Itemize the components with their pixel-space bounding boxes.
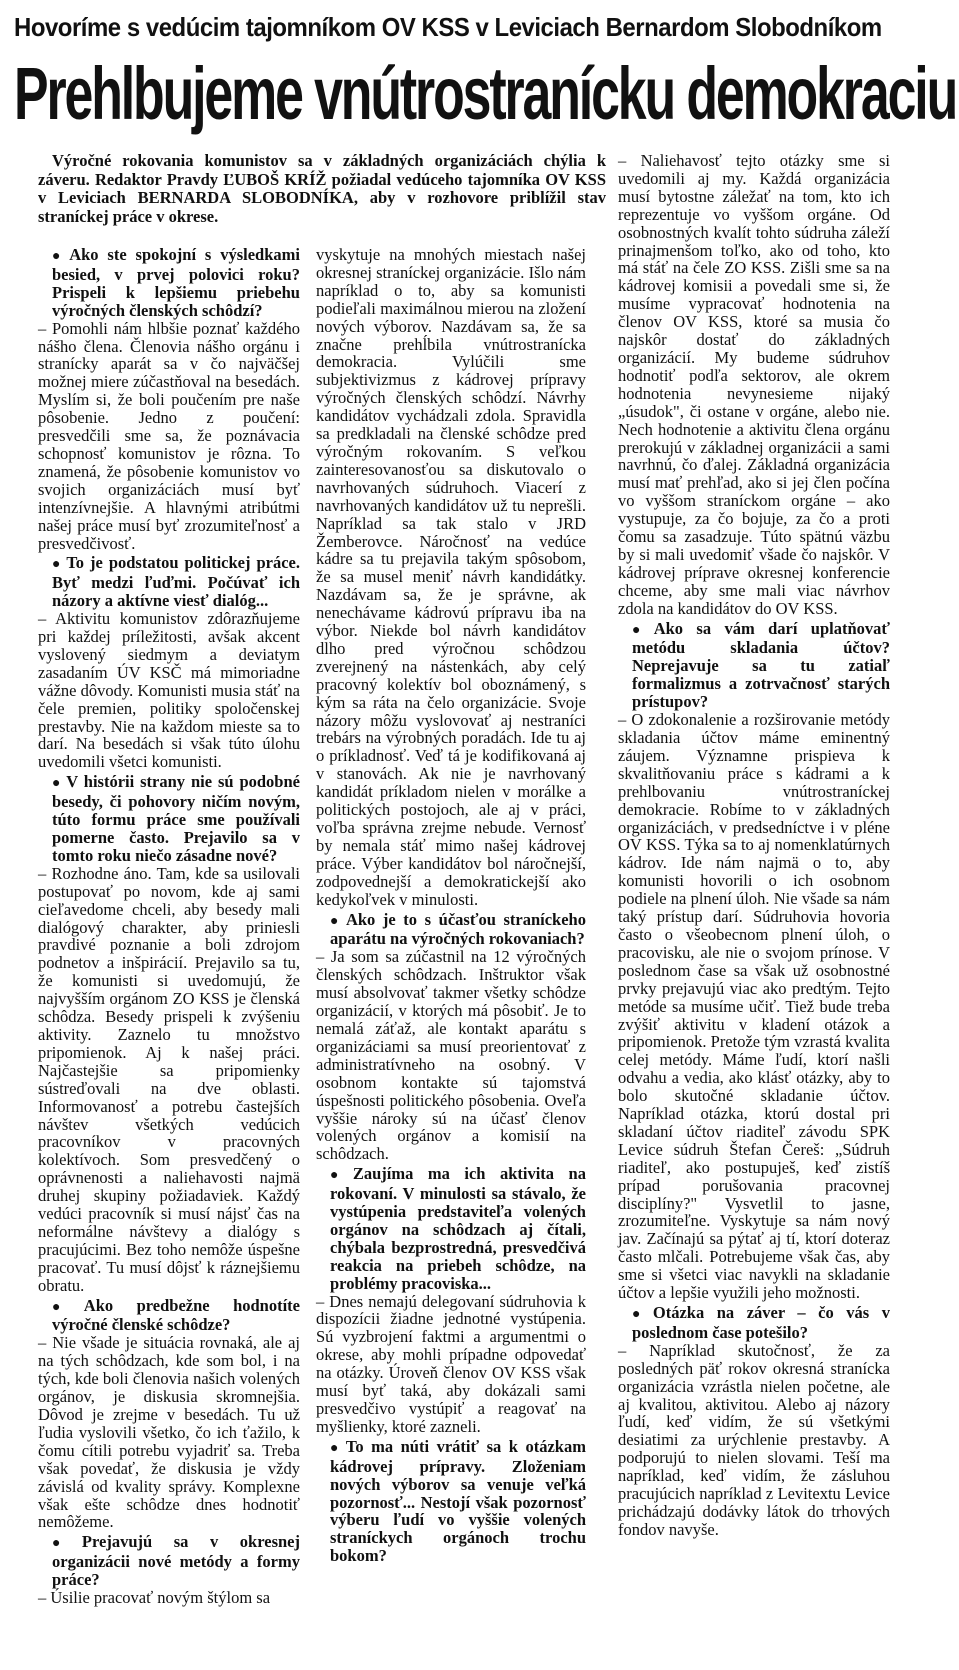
bullet-icon: ● [52, 1299, 80, 1315]
bullet-icon: ● [52, 1536, 78, 1552]
answer-text: – Dnes nemajú delegovaní súdruhovia k dispozícii žiadne jednotné vystúpenia. Sú vyzbrojení faktmi a argumentmi o okrese, aby mohli prípadne odpovedať na otázky. Úroveň členov OV KSS však musí byť taká, aby dokázali sami presvedčivo vystúpiť a reagovať na myšlienky, ktoré zazneli. [316, 1291, 586, 1436]
interview-answer [316, 246, 586, 909]
interview-answer [618, 1342, 890, 1539]
question-text: Ako ste spokojní s výsledkami besied, v prvej polovici roku? Prispeli k lepšiemu priebehu výročných členských schôdzí? [52, 245, 300, 320]
interview-answer [38, 865, 300, 1295]
question-text: V histórii strany nie sú podobné besedy, či pohovory ničím novým, túto formu práce sme používali pomerne často. Prejavilo sa v tomto roku niečo zásadne nové? [52, 772, 300, 865]
answer-text: – O zdokonalenie a rozširovanie metódy skladania účtov máme eminentný záujem. Významne prispieva k skvalitňovaniu práce s kádrami a k prehlbovaniu vnútrostraníckej demokracie. Robíme to v základných organizáciách, v predsedníctve i v pléne OV KSS. Týka sa to aj nomenklatúrnych kádrov. Ide nám najmä o to, aby komunisti hovorili o ich osobnom podiele na plnení úloh. Nie všade sa nám taký prístup darí. Súdruhovia hovoria často o všeobecnom plnení úloh, o pracovisku, ale nie o svojom prínose. V poslednom čase sa však už osobnostné prvky prejavujú viac ako predtým. Tejto metóde sa musíme učiť. Tiež bude treba zvýšiť aktivitu v kladení otázok a pripomienok. Pretože tým vzrastá kvalita celej metódy. Máme ľudí, ktorí našli odvahu a vedia, ako klásť otázky, aby to bolo skutočné skladanie účtov. Napríklad otázka, ktorú dostal pri skladaní účtov riaditeľ závodu SPK Levice súdruh Štefan Čereš: „Súdruh riaditeľ, ako postupuješ, keď zistíš prípad porušovania pracovnej disciplíny?" Vysvetlil to jasne, zrozumiteľne. Vyskytuje sa nám nový jav. Začínajú sa pýtať aj tí, ktorí doteraz často mlčali. Potrebujeme však čas, aby sme si všetci viac navykli na skladanie účtov a lepšie využili jeho možnosti. [618, 710, 890, 1303]
bullet-icon: ● [330, 913, 342, 929]
interview-answer [618, 711, 890, 1302]
bullet-icon: ● [330, 1440, 342, 1456]
interview-answer [316, 1293, 586, 1436]
answer-text: – Nie všade je situácia rovnaká, ale aj na tých schôdzach, kde som bol, i na tých, kde boli členovia našich volených orgánov, je diskusia skromnejšia. Dôvod je zrejme v besedách. Tu už ľudia vyslovili všetko, čo ich ťažilo, k čomu cítili potrebu vyjadriť sa. Treba však povedať, že diskusia je vždy závislá od kvality správy. Komplexne však ešte schôdze dnes hodnotiť nemôžeme. [38, 1333, 300, 1532]
interview-answer [38, 1334, 300, 1531]
bullet-icon: ● [52, 557, 63, 573]
answer-text: – Pomohli nám hlbšie poznať každého nášho člena. Členovia nášho orgánu i stranícky aparát sa v čo najväčšej možnej miere zúčastňoval na besedách. Myslím si, že boli poučením pre naše pôsobenie. Jedno z poučení: presvedčili sme sa, že poznávacia schopnosť komunistov je rôzna. To znamená, že pôsobenie komunistov vo svojich organizáciách musí byť intenzívnejšie. A hlavnými atribútmi našej práce musí byť zrozumiteľnosť a presvedčivosť. [38, 318, 300, 553]
interview-question [316, 1165, 586, 1292]
answer-text: – Naliehavosť tejto otázky sme si uvedomili aj my. Každá organizácia musí bytostne záležať na tom, kto ich reprezentuje vo vyššom orgáne. Od osobnostných kvalít tohto súdruha záleží prinajmenšom toľko, ako od toho, kto má stáť na čele ZO KSS. Zišli sme sa na kádrovej komisii a povedali sme si, že musíme vypracovať hodnotenia na členov OV KSS, ktoré sa musia čo najskôr dostať do základných organizácií. My budeme súdruhov hodnotiť podľa sektorov, ale okrem hodnotenia nevynesieme nijaký „úsudok", či ostane v orgáne, alebo nie. Nech hodnotenie a aktivitu člena orgánu prerokujú v základnej organizácii a sami navrhnú, čo ďalej. Základná organizácia musí mať prehľad, ako si jej člen počína vo vyššom straníckom orgáne – ako vystupuje, za čo bojuje, za čo a proti čomu sa zasadzuje. Túto spätnú väzbu by si mali uvedomiť všade čo najskôr. V kádrovej príprave okresnej konferencie chceme, aby sme mali viac návrhov zdola na kandidátov do OV KSS. [618, 151, 890, 618]
bullet-icon: ● [632, 1307, 649, 1322]
column-1-body [38, 244, 300, 1607]
question-text: Ako je to s účasťou straníckeho aparátu na výročných rokovaniach? [330, 909, 586, 949]
question-text: To ma núti vrátiť sa k otázkam kádrovej prípravy. Zloženiam nových výborov sa venuje veľká pozornosť... Nestojí však pozornosť výberu ľudí vo vyššie volených straníckych orgánoch trochu bokom? [330, 1436, 586, 1566]
column-3 [618, 152, 890, 1539]
bullet-icon: ● [330, 1168, 349, 1184]
question-text: Otázka na záver – čo vás v poslednom čase potešilo? [632, 1303, 890, 1342]
answer-text: – Aktivitu komunistov zdôrazňujeme pri každej príležitosti, avšak akcent vyslovený siedmym a deviatym zasadaním ÚV KSČ má mimoriadne vážne dôvody. Komunisti musia stáť na čele premien, politiky spoločenskej prestavby. Nie na každom mieste sa to darí. Na besedách si však túto úlohu uvedomili všetci komunisti. [38, 609, 300, 772]
interview-question [316, 1438, 586, 1565]
question-text: To je podstatou politickej práce. Byť medzi ľuďmi. Počúvať ich názory a aktívne viesť dialóg... [52, 553, 300, 611]
question-text: Zaujíma ma ich aktivita na rokovaní. V minulosti sa stávalo, že vystúpenia predstaviteľa volených orgánov na schôdzach aj čítali, chýbala bezprostredná, presvedčivá reakcia na priebeh schôdze, na problémy pracoviska... [330, 1164, 586, 1293]
answer-text: – Napríklad skutočnosť, že za posledných päť rokov okresná stranícka organizácia vzrástla nielen početne, ale aj kvalitou, aktivitou. Alebo aj názory ľudí, keď vidím, že sú všetkými desiatimi za urýchlenie prestavby. A podporujú to nielen slovami. Teší ma napríklad, keď vidím, že zásluhou pracujúcich napríklad z Levitextu Levice prichádzajú dodávky látok do trhových fondov navyše. [618, 1340, 890, 1539]
article-kicker: Hovoríme s vedúcim tajomníkom OV KSS v Leviciach Bernardom Slobodníkom [14, 12, 882, 42]
bullet-icon: ● [632, 622, 650, 638]
answer-text: – Úsilie pracovať novým štýlom sa [38, 1588, 271, 1608]
bullet-icon: ● [52, 776, 63, 792]
question-text: Ako predbežne hodnotíte výročné členské schôdze? [52, 1295, 300, 1335]
interview-question [618, 620, 890, 712]
answer-text: – Rozhodne áno. Tam, kde sa usilovali postupovať po novom, kde aj sami cieľavedome chceli, aby besedy mali dialógový charakter, aby priniesli pravdivé poznanie a boli zdrojom podnetov a inšpirácií. Prejavilo sa tu, že komunisti si uvedomujú, že najvyšším orgánom ZO KSS je členská schôdza. Besedy prispeli k zvýšeniu aktivity. Zaznelo tu množstvo pripomienok. Aj k našej práci. Najčastejšie sa pripomienky sústreďovali na dve oblasti. Informovanosť a potrebu častejších návštev všetkých vedúcich pracovníkov v pracovných kolektívoch. Som presvedčený o oprávnenosti a naliehavosti najmä druhej skupiny požiadaviek. Každý vedúci pracovník si musí nájsť čas na neformálne návštevy a dialógy s pracujúcimi. Bez toho nemôže úspešne pracovať. Tu musí dôjsť k ráznejšiemu obratu. [38, 863, 300, 1295]
interview-question [316, 911, 586, 949]
article-intro: Výročné rokovania komunistov sa v základných organizáciách chýlia k záveru. Redaktor Pravdy ĽUBOŠ KRÍŽ požiadal vedúceho tajomníka OV KSS v Leviciach BERNARDA SLOBODNÍKA, aby v rozhovore priblížil stav straníckej práce v okrese. [38, 151, 606, 226]
interview-answer [618, 152, 890, 618]
answer-text: – Ja som sa zúčastnil na 12 výročných členských schôdzach. Inštruktor však musí absolvovať takmer všetky schôdze organizácií, v ktorých má pôsobiť. Je to nemalá záťaž, ale kontakt aparátu s organizáciami sa musí preorientovať z administratívneho na osobný. V osobnom kontakte sú tajomstvá úspešnosti politického pôsobenia. Oveľa vyššie nároky sú na účasť členov volených orgánov a komisií na schôdzach. [316, 947, 586, 1164]
interview-question [38, 1297, 300, 1335]
column-2 [316, 246, 586, 1565]
interview-answer [38, 320, 300, 553]
question-text: Ako sa vám darí uplatňovať metódu skladania účtov? Neprejavuje sa tu zatiaľ formalizmus a zotrvačnosť starých prístupov? [632, 618, 890, 712]
interview-question [38, 246, 300, 320]
interview-answer [316, 948, 586, 1163]
interview-answer [38, 1589, 300, 1607]
interview-question [38, 554, 300, 610]
bullet-icon: ● [52, 249, 66, 264]
interview-question [38, 773, 300, 865]
interview-answer [38, 610, 300, 771]
question-text: Prejavujú sa v okresnej organizácii nové metódy a formy práce? [52, 1532, 300, 1590]
interview-question [38, 1533, 300, 1589]
interview-question [618, 1304, 890, 1342]
answer-text: vyskytuje na mnohých miestach našej okresnej straníckej organizácie. Išlo nám napríklad o to, aby sa komunisti podieľali maximálnou mierou na zložení nových výborov. Nazdávam sa, že sa značne prehĺbila vnútrostranícka demokracia. Vylúčili sme subjektivizmus z kádrovej prípravy výročných členských schôdzí. Návrhy kandidátov vychádzali zdola. Spravidla sa predkladali na členské schôdze pred výročným rokovaním. S veľkou zainteresovanosťou sa diskutovalo o navrhovaných súdruhoch. Viacerí z navrhovaných kandidátov už tu neprešli. Napríklad sa tak stalo v JRD Žemberovce. Náročnosť na vedúce kádre sa tu prejavila takým spôsobom, že sa musel meniť návrh kandidátky. Nazdávam sa, že je správne, ak nenechávame kádrovú prípravu iba na výbor. Niekde bol návrh kandidátov dlho pred výročnou schôdzou zverejnený na nástenkách, aby celý pracovný kolektív bol oboznámený, s kým sa ráta na čelo organizácie. Svoje názory môžu vyslovovať aj nestraníci trebárs na výrobných poradách. Ide tu aj o príkladnosť. Veď tá je kodifikovaná aj v stanovách. Ak nie je navrhovaný kandidát príkladom nielen v morálke a politických postojoch, ale aj v práci, voľba správna zrejme nebude. Vernosť by nemala stáť mimo našej kádrovej práce. Výber kandidátov bol náročnejší, zodpovednejší a demokratickejší ako kedykoľvek v minulosti. [316, 245, 586, 909]
article-headline: Prehlbujeme vnútrostranícku demokraciu [14, 52, 957, 135]
